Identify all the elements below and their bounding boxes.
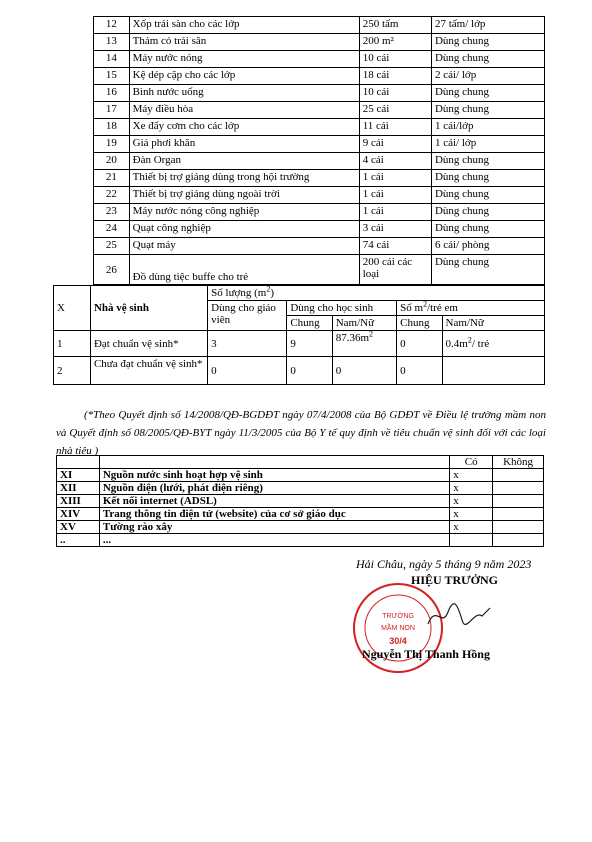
equipment-row: [94, 68, 545, 85]
checklist-no: ..: [57, 534, 100, 547]
checklist-khong: [493, 521, 544, 534]
equipment-row: [94, 187, 545, 204]
equipment-name: Xe đẩy cơm cho các lớp: [129, 119, 359, 136]
equipment-no: 14: [94, 51, 130, 68]
equipment-qty: 1 cái: [359, 204, 431, 221]
toilet-roman: X: [54, 286, 91, 331]
equipment-no: 26: [94, 255, 130, 285]
equipment-no: 25: [94, 238, 130, 255]
checklist-label: Trang thông tin điện tử (website) của cơ sở giáo dục: [99, 508, 449, 521]
equipment-qty: 200 m²: [359, 34, 431, 51]
equipment-no: 13: [94, 34, 130, 51]
equipment-row: [94, 17, 545, 34]
equipment-note: Dùng chung: [431, 51, 544, 68]
checklist-khong: [493, 469, 544, 482]
checklist-khong: [493, 482, 544, 495]
regulation-note: (*Theo Quyết định số 14/2008/QĐ-BGDĐT ngày 07/4/2008 của Bộ GDĐT về Điều lệ trường mầm non và Quyết định số 08/2005/QĐ-BYT ngày 11/3/2005 của Bộ Y tế quy định về tiêu chuẩn vệ sinh đối với các loại nhà tiêu ): [56, 409, 546, 457]
checklist-blank-no: [57, 456, 100, 469]
checklist-row: [57, 495, 544, 508]
checklist-label: ...: [99, 534, 449, 547]
equipment-note: 6 cái/ phòng: [431, 238, 544, 255]
equipment-note: Dùng chung: [431, 85, 544, 102]
svg-text:MẦM NON: MẦM NON: [381, 625, 415, 632]
equipment-qty: 4 cái: [359, 153, 431, 170]
checklist-row: [57, 508, 544, 521]
checklist-khong: [493, 508, 544, 521]
equipment-qty: 200 cái các loại: [359, 255, 431, 285]
equipment-note: 1 cái/lớp: [431, 119, 544, 136]
teacher-header: Dùng cho giáo viên: [208, 301, 287, 331]
toilet-row-teacher: 0: [208, 357, 287, 385]
toilet-row-label: Đạt chuẩn vệ sinh*: [90, 331, 207, 357]
equipment-qty: 10 cái: [359, 51, 431, 68]
equipment-qty: 10 cái: [359, 85, 431, 102]
equipment-name: Thiết bị trợ giảng dùng ngoài trời: [129, 187, 359, 204]
student-chung-header: Chung: [287, 316, 332, 331]
toilet-row-no: 2: [54, 357, 91, 385]
equipment-no: 18: [94, 119, 130, 136]
checklist-co-header: Có: [450, 456, 493, 469]
equipment-no: 19: [94, 136, 130, 153]
equipment-row: [94, 119, 545, 136]
equipment-qty: 9 cái: [359, 136, 431, 153]
toilet-row-p-chung: 0: [397, 357, 442, 385]
checklist-co: [450, 534, 493, 547]
equipment-row: [94, 102, 545, 119]
equipment-no: 24: [94, 221, 130, 238]
equipment-note: 1 cái/ lớp: [431, 136, 544, 153]
equipment-no: 22: [94, 187, 130, 204]
checklist-no: XV: [57, 521, 100, 534]
equipment-row: [94, 221, 545, 238]
student-namnu-header: Nam/Nữ: [332, 316, 396, 331]
equipment-name: Máy nước nóng công nghiệp: [129, 204, 359, 221]
equipment-qty: 11 cái: [359, 119, 431, 136]
equipment-no: 23: [94, 204, 130, 221]
toilet-row-s-namnu: $87.36m^2$: [332, 331, 396, 357]
equipment-row: [94, 170, 545, 187]
equipment-no: 12: [94, 17, 130, 34]
equipment-no: 20: [94, 153, 130, 170]
equipment-note: Dùng chung: [431, 255, 544, 285]
checklist-blank-label: [99, 456, 449, 469]
equipment-note: 2 cái/ lớp: [431, 68, 544, 85]
toilet-label: Nhà vệ sinh: [90, 286, 207, 331]
per-child-chung-header: Chung: [397, 316, 442, 331]
toilet-row-label: Chưa đạt chuẩn vệ sinh*: [90, 357, 207, 385]
equipment-note: Dùng chung: [431, 221, 544, 238]
checklist-label: Nguồn điện (lưới, phát điện riêng): [99, 482, 449, 495]
equipment-name: Bình nước uống: [129, 85, 359, 102]
equipment-no: 17: [94, 102, 130, 119]
checklist-row: [57, 534, 544, 547]
equipment-name: Đàn Organ: [129, 153, 359, 170]
facility-checklist-table: [56, 455, 544, 547]
checklist-co: x: [450, 495, 493, 508]
toilet-row-s-namnu: 0: [332, 357, 396, 385]
toilet-row-s-chung: 9: [287, 331, 332, 357]
equipment-name: Máy nước nóng: [129, 51, 359, 68]
checklist-no: XII: [57, 482, 100, 495]
checklist-co: x: [450, 521, 493, 534]
equipment-name: Đồ dùng tiệc buffe cho trẻ: [129, 255, 359, 285]
equipment-note: Dùng chung: [431, 34, 544, 51]
equipment-no: 15: [94, 68, 130, 85]
toilet-table: [53, 285, 545, 385]
equipment-row: [94, 255, 545, 285]
equipment-row: [94, 51, 545, 68]
equipment-name: Giá phơi khăn: [129, 136, 359, 153]
equipment-no: 21: [94, 170, 130, 187]
equipment-note: Dùng chung: [431, 187, 544, 204]
checklist-co: x: [450, 508, 493, 521]
equipment-row: [94, 153, 545, 170]
toilet-row-s-chung: 0: [287, 357, 332, 385]
equipment-name: Quạt máy: [129, 238, 359, 255]
equipment-qty: 1 cái: [359, 170, 431, 187]
toilet-row-p-namnu: $0.4m^2/$ trẻ: [442, 331, 544, 357]
equipment-row: [94, 238, 545, 255]
principal-name: Nguyễn Thị Thanh Hồng: [362, 647, 490, 661]
equipment-qty: 3 cái: [359, 221, 431, 238]
checklist-label: Nguồn nước sinh hoạt hợp vệ sinh: [99, 469, 449, 482]
toilet-row-no: 1: [54, 331, 91, 357]
equipment-name: Xốp trải sàn cho các lớp: [129, 17, 359, 34]
svg-text:30/4: 30/4: [389, 636, 407, 646]
checklist-row: [57, 469, 544, 482]
checklist-label: Tường rào xây: [99, 521, 449, 534]
equipment-row: [94, 85, 545, 102]
equipment-qty: 18 cái: [359, 68, 431, 85]
signature-title: HIỆU TRƯỞNG: [411, 573, 499, 587]
checklist-co: x: [450, 469, 493, 482]
checklist-no: XIII: [57, 495, 100, 508]
toilet-row-p-chung: 0: [397, 331, 442, 357]
equipment-name: Quạt công nghiệp: [129, 221, 359, 238]
equipment-no: 16: [94, 85, 130, 102]
handwritten-signature-icon: [424, 598, 494, 634]
student-header: Dùng cho học sinh: [287, 301, 397, 316]
equipment-qty: 250 tấm: [359, 17, 431, 34]
checklist-no: XI: [57, 469, 100, 482]
equipment-note: Dùng chung: [431, 102, 544, 119]
per-child-header: Số $m^2$/trẻ em: [397, 301, 545, 316]
svg-text:TRƯỜNG: TRƯỜNG: [382, 613, 414, 620]
checklist-no: XIV: [57, 508, 100, 521]
equipment-qty: 25 cái: [359, 102, 431, 119]
checklist-label: Kết nối internet (ADSL): [99, 495, 449, 508]
equipment-note: 27 tấm/ lớp: [431, 17, 544, 34]
equipment-name: Thiết bị trợ giảng dùng trong hội trường: [129, 170, 359, 187]
equipment-row: [94, 34, 545, 51]
signature-date: Hải Châu, ngày 5 tháng 9 năm 2023: [356, 557, 532, 571]
equipment-row: [94, 204, 545, 221]
equipment-name: Thảm cỏ trải sân: [129, 34, 359, 51]
equipment-qty: 1 cái: [359, 187, 431, 204]
checklist-row: [57, 482, 544, 495]
equipment-name: Máy điều hòa: [129, 102, 359, 119]
toilet-row-p-namnu: [442, 357, 544, 385]
checklist-row: [57, 521, 544, 534]
equipment-note: Dùng chung: [431, 153, 544, 170]
equipment-table: [93, 16, 545, 285]
toilet-row-teacher: 3: [208, 331, 287, 357]
equipment-name: Kệ dép cặp cho các lớp: [129, 68, 359, 85]
equipment-note: Dùng chung: [431, 170, 544, 187]
equipment-qty: 74 cái: [359, 238, 431, 255]
equipment-row: [94, 136, 545, 153]
checklist-khong-header: Không: [493, 456, 544, 469]
per-child-namnu-header: Nam/Nữ: [442, 316, 544, 331]
checklist-khong: [493, 534, 544, 547]
qty-header: Số lượng $(m^2)$: [208, 286, 545, 301]
checklist-co: x: [450, 482, 493, 495]
checklist-khong: [493, 495, 544, 508]
equipment-note: Dùng chung: [431, 204, 544, 221]
